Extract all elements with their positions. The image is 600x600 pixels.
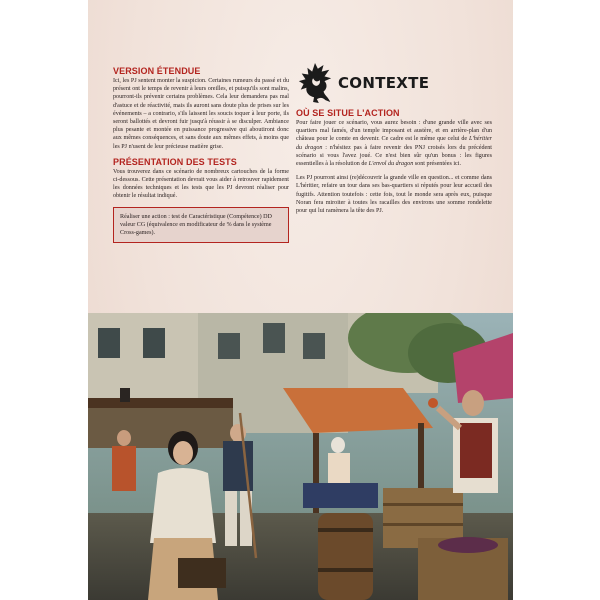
book-title-envol: L'envol du dragon — [368, 161, 414, 168]
rule-box: Réaliser une action : test de Caractéristique (Compétence) DD valeur CG (équivalence en modificateur de % dans le système Cross-games). — [113, 207, 289, 244]
para1-part-a: Pour faire jouer ce scénario, vous aurez besoin : d'une grande ville avec ses quartiers mal famés, d'un temple imposant et austère, et en arrière-plan d'un château pour le comte en devenir. Ce cadre est le même que celui de — [296, 120, 492, 143]
left-column — [113, 66, 289, 243]
book-title-heritier: L'héritier du dragon — [296, 136, 492, 151]
action-para-2: Les PJ pourront ainsi (re)découvrir la grande ville en question... et comme dans L'héritier, refaire un tour dans ses bas-quartiers si réputés pour leur accueil des fugitifs. Attention toutefois : cette fois, tout le monde sera après eux, puisque Noran fera miroiter à toutes les racailles des environs une somme rondelette pour qui lui ramènera la tête des PJ. — [296, 175, 492, 215]
document-page — [88, 0, 513, 600]
tests-text: Vous trouverez dans ce scénario de nombreux cartouches de la forme ci-dessous. Cette présentation devrait vous aider à retrouver rapidement les données techniques et les tests que les PJ devront réaliser pour obtenir le résultat indiqué. — [113, 168, 289, 200]
action-heading: OÙ SE SITUE L'ACTION — [296, 108, 400, 118]
market-illustration — [88, 313, 513, 600]
contexte-header — [296, 60, 506, 106]
contexte-title: CONTEXTE — [338, 74, 430, 92]
para1-part-b: : n'hésitez pas à faire revenir des PNJ croisés lors du précédent scénario si vous l'avez joué. Ce n'est bien sûr qu'un bonus : les figures essentielles à la résolution de — [296, 144, 492, 168]
para1-part-c: sont présentées ici. — [413, 161, 461, 168]
version-text: Ici, les PJ sentent monter la suspicion. Certaines rumeurs du passé et du présent ont le temps de revenir à leurs oreilles, et puisqu'ils sont malins, pourront-ils prévenir certains problèmes. Cela leur demandera pas mal d'astuce et de réactivité, mais ils auront sans doute plus de prises sur les événements – a contrario, s'ils laissent les soucis toquer à leur porte, ils seront ballottés et devront fuir jusqu'à réussir à se disculper. Ambiance plus pesante et montée en puissance progressive qui aboutiront donc aux mêmes conséquences, et sans doute aux mêmes effets, à moins que les PJ n'usent de leur précieuse matière grise. — [113, 78, 289, 150]
right-column — [296, 108, 492, 221]
dragon-icon — [296, 61, 334, 105]
action-para-1 — [296, 119, 492, 168]
tests-heading: PRÉSENTATION DES TESTS — [113, 156, 237, 167]
version-heading: VERSION ÉTENDUE — [113, 66, 201, 76]
